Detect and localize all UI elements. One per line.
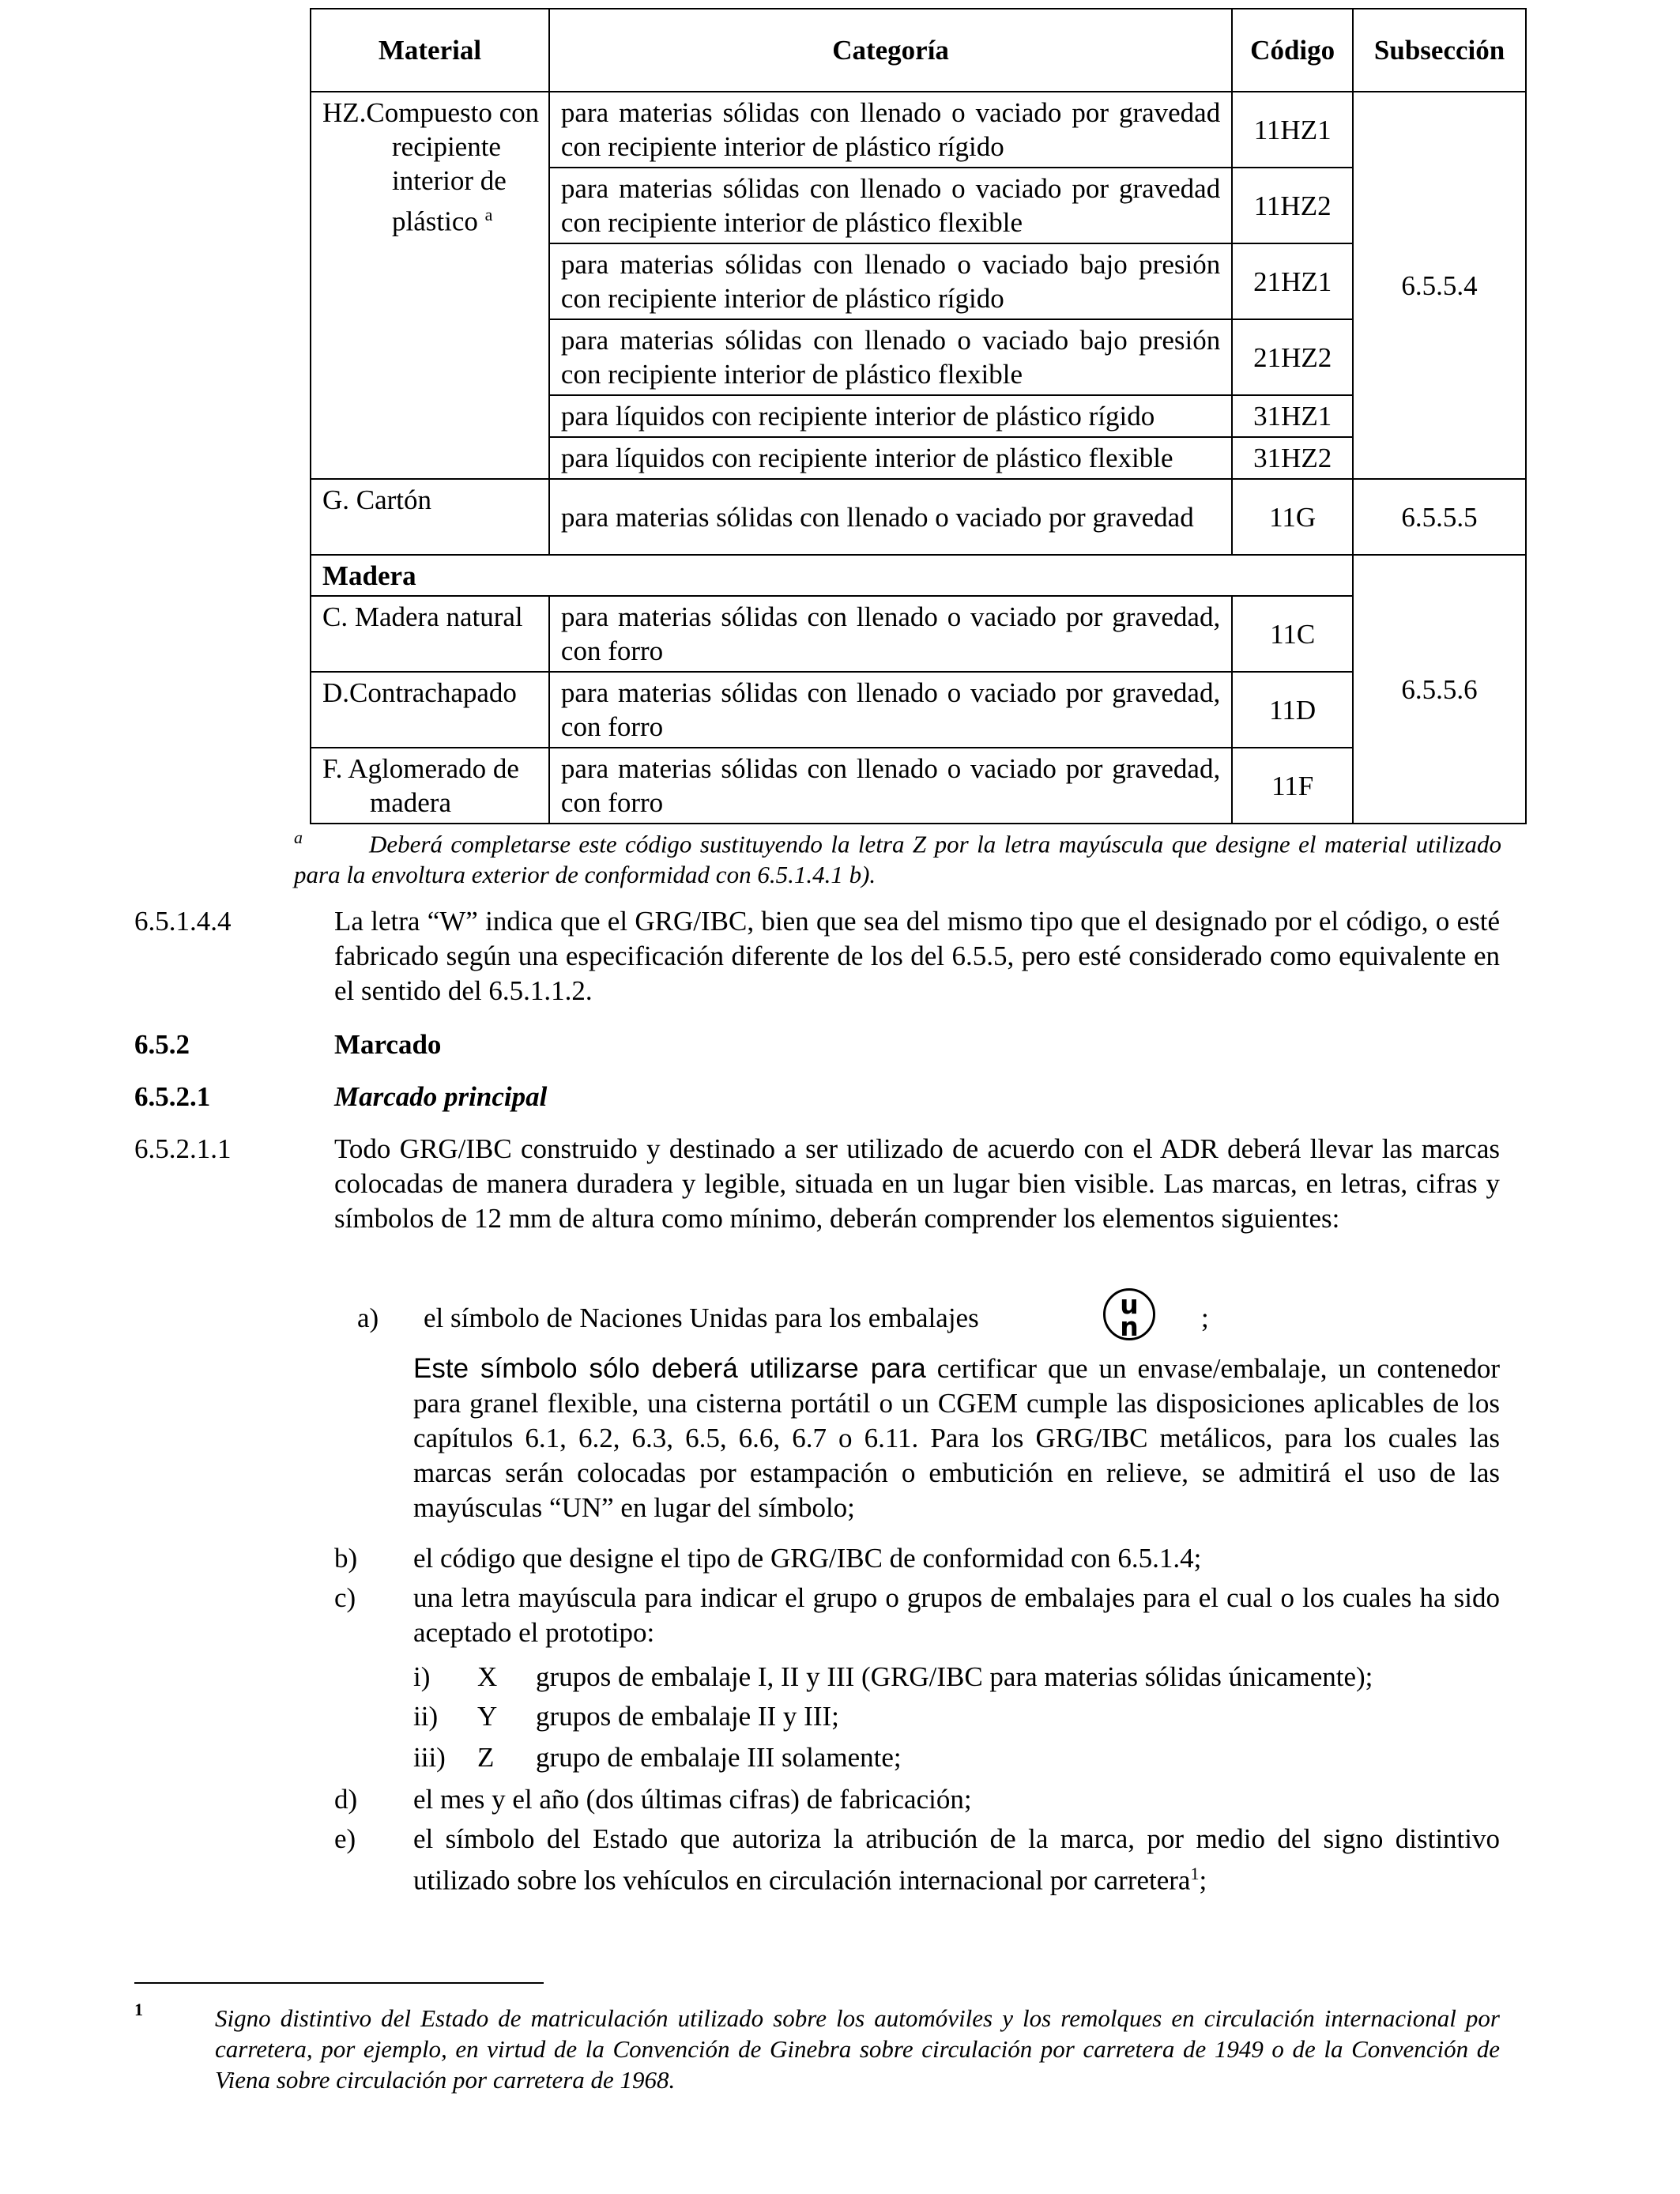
section-number: 6.5.2	[134, 1029, 190, 1060]
category-cell: para materias sólidas con llenado o vaciado bajo presión con recipiente interior de plástico rígido	[549, 243, 1232, 319]
footnote-separator	[134, 1982, 544, 1984]
hz-subsection-cell: 6.5.5.4	[1353, 92, 1526, 479]
code-cell: 11C	[1232, 596, 1353, 672]
footnote-text: Signo distintivo del Estado de matriculación utilizado sobre los automóviles y los remolques en circulación internacional por carretera, por ejemplo, en virtud de la Convención de Ginebra sobre circulación por carretera de 1949 o de la Convención de Viena sobre circulación por carretera de 1968.	[215, 2004, 1500, 2094]
item-a-text: el símbolo de Naciones Unidas para los embalajes	[424, 1302, 979, 1333]
category-cell: para líquidos con recipiente interior de plástico rígido	[549, 395, 1232, 437]
section-number: 6.5.1.4.4	[134, 906, 232, 937]
section-6-5-1-4-4-text: La letra “W” indica que el GRG/IBC, bien que sea del mismo tipo que el designado por el código, o esté fabricado según una especificación diferente de los del 6.5.5, pero esté considerado como equivalente en el sentido del 6.5.1.1.2.	[334, 906, 1500, 1006]
code-cell: 21HZ2	[1232, 319, 1353, 395]
f-material-label: F. Aglomerado de madera	[322, 753, 519, 818]
section-6-5-2-1-1-text: Todo GRG/IBC construido y destinado a ser utilizado de acuerdo con el ADR deberá llevar las marcas colocadas de manera duradera y legible, situada en un lugar bien visible. Las marcas, en letras, cifras y símbolos de 12 mm de altura como mínimo, deberán comprender los elementos siguientes:	[334, 1133, 1500, 1234]
f-material-cell	[311, 748, 549, 824]
item-label: e)	[334, 1823, 356, 1854]
category-cell: para materias sólidas con llenado o vaciado por gravedad, con forro	[549, 672, 1232, 748]
item-d-text: el mes y el año (dos últimas cifras) de fabricación;	[413, 1784, 972, 1815]
code-cell: 11HZ2	[1232, 168, 1353, 243]
wood-subsection-cell: 6.5.5.6	[1353, 555, 1526, 824]
table-note-mark: a	[294, 827, 303, 847]
header-categoria: Categoría	[549, 9, 1232, 92]
header-material: Material	[311, 9, 549, 92]
category-cell: para materias sólidas con llenado o vaciado bajo presión con recipiente interior de plástico flexible	[549, 319, 1232, 395]
table-note-text: Deberá completarse este código sustituyendo la letra Z por la letra mayúscula que designe el material utilizado para la envoltura exterior de conformidad con 6.5.1.4.1 b).	[294, 830, 1501, 889]
item-a-detail	[413, 1351, 1500, 1525]
item-a-detail-lead: Este símbolo sólo deberá utilizarse para	[413, 1353, 926, 1384]
footnote-mark: 1	[134, 2000, 143, 2019]
section-number: 6.5.2.1.1	[134, 1133, 232, 1164]
item-label: a)	[357, 1302, 379, 1333]
table-row	[311, 672, 1526, 748]
item-a-semicolon: ;	[1201, 1302, 1209, 1333]
item-e-end: ;	[1199, 1864, 1207, 1896]
item-label: d)	[334, 1784, 358, 1815]
un-symbol-bottom: n	[1120, 1311, 1139, 1342]
header-codigo: Código	[1232, 9, 1353, 92]
table-row	[311, 92, 1526, 168]
code-cell: 31HZ2	[1232, 437, 1353, 479]
sub-item-text: grupos de embalaje II y III;	[536, 1701, 839, 1732]
category-cell: para materias sólidas con llenado o vaciado por gravedad, con forro	[549, 748, 1232, 824]
code-cell: 31HZ1	[1232, 395, 1353, 437]
category-cell: para materias sólidas con llenado o vaciado por gravedad	[549, 479, 1232, 555]
item-e-body: el símbolo del Estado que autoriza la atribución de la marca, por medio del signo distintivo utilizado sobre los vehículos en circulación internacional por carretera	[413, 1823, 1500, 1896]
d-material-cell: D.Contrachapado	[311, 672, 549, 748]
g-material-cell: G. Cartón	[311, 479, 549, 555]
item-label: c)	[334, 1582, 356, 1613]
item-label: b)	[334, 1543, 358, 1574]
code-cell: 11G	[1232, 479, 1353, 555]
item-e-text	[413, 1822, 1500, 1898]
sub-item-roman: ii)	[413, 1701, 439, 1732]
item-a-detail-rest: certificar que un envase/embalaje, un contenedor para granel flexible, una cisterna portátil o un CGEM cumple las disposiciones aplicables de los capítulos 6.1, 6.2, 6.3, 6.5, 6.6, 6.7 o 6.11. Para los GRG/IBC metálicos, para los cuales las marcas serán colocadas por estampación o embutición en relieve, se admitirá el uso de las mayúsculas “UN” en lugar del símbolo;	[413, 1353, 1500, 1523]
sub-item-roman: i)	[413, 1661, 431, 1692]
ibc-code-table	[310, 8, 1527, 824]
sub-item-letter: Y	[477, 1701, 498, 1732]
code-cell: 21HZ1	[1232, 243, 1353, 319]
category-cell: para materias sólidas con llenado o vaciado por gravedad con recipiente interior de plástico rígido	[549, 92, 1232, 168]
category-cell: para materias sólidas con llenado o vaciado por gravedad, con forro	[549, 596, 1232, 672]
table-header-row	[311, 9, 1526, 92]
un-symbol-top: u	[1120, 1289, 1139, 1320]
table-row	[311, 479, 1526, 555]
hz-material-cell	[311, 92, 549, 479]
sub-item-text: grupos de embalaje I, II y III (GRG/IBC para materias sólidas únicamente);	[536, 1661, 1373, 1692]
table-note	[294, 822, 1501, 890]
un-symbol-icon	[1103, 1288, 1155, 1340]
header-subseccion: Subsección	[1353, 9, 1526, 92]
item-c-text: una letra mayúscula para indicar el grupo o grupos de embalajes para el cual o los cuales ha sido aceptado el prototipo:	[413, 1582, 1500, 1648]
code-cell: 11D	[1232, 672, 1353, 748]
sub-item-letter: Z	[477, 1742, 495, 1773]
table-row	[311, 596, 1526, 672]
category-cell: para líquidos con recipiente interior de plástico flexible	[549, 437, 1232, 479]
c-material-label: C. Madera natural	[322, 601, 523, 632]
g-subsection-cell: 6.5.5.5	[1353, 479, 1526, 555]
table-row	[311, 748, 1526, 824]
section-number: 6.5.2.1	[134, 1081, 211, 1112]
footnote-ref: 1	[1190, 1864, 1200, 1883]
code-cell: 11F	[1232, 748, 1353, 824]
category-cell: para materias sólidas con llenado o vaciado por gravedad con recipiente interior de plástico flexible	[549, 168, 1232, 243]
hz-note-mark: a	[484, 205, 493, 224]
item-b-text: el código que designe el tipo de GRG/IBC de conformidad con 6.5.1.4;	[413, 1543, 1202, 1574]
madera-group-header: Madera	[311, 555, 1353, 596]
table-row	[311, 555, 1526, 596]
hz-material-label: HZ.Compuesto con recipiente interior de plástico	[322, 97, 540, 237]
sub-item-text: grupo de embalaje III solamente;	[536, 1742, 902, 1773]
sub-item-letter: X	[477, 1661, 498, 1692]
section-title: Marcado	[334, 1029, 442, 1060]
section-title: Marcado principal	[334, 1081, 548, 1112]
sub-item-roman: iii)	[413, 1742, 446, 1773]
c-material-cell	[311, 596, 549, 672]
code-cell: 11HZ1	[1232, 92, 1353, 168]
